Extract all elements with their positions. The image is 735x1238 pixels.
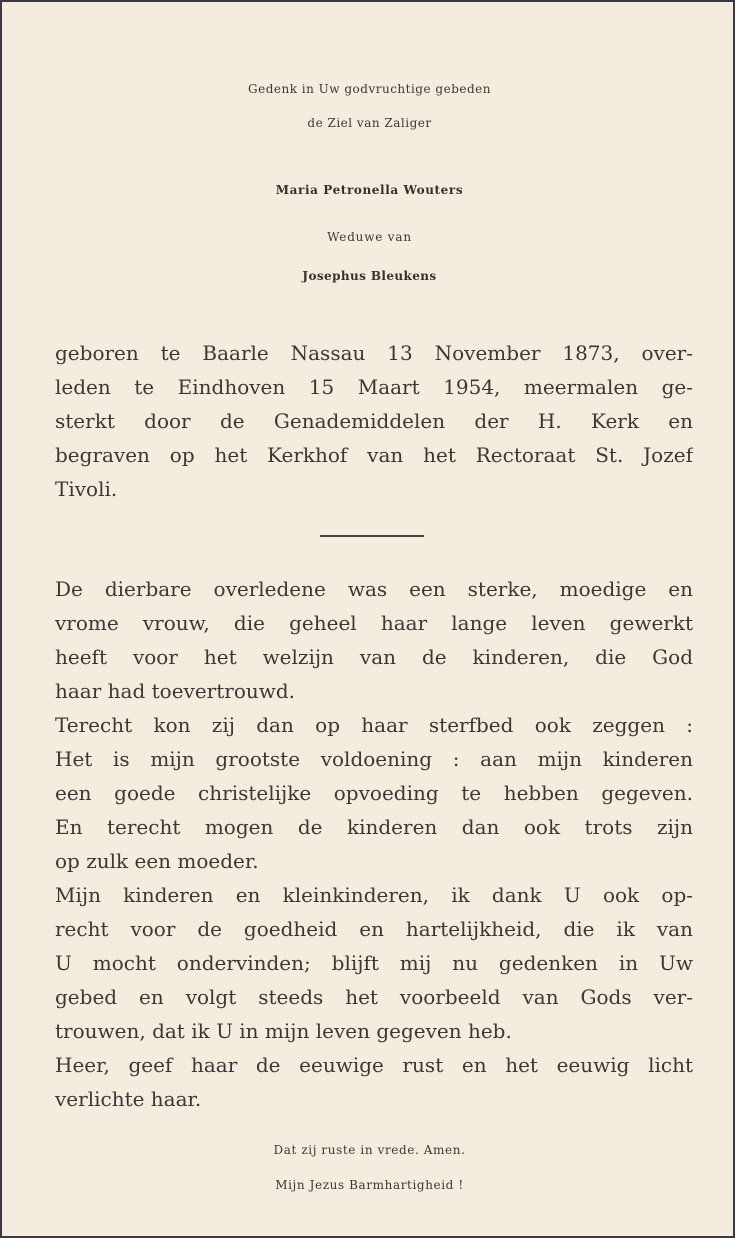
divider-rule [320, 535, 424, 537]
biography-paragraph [55, 336, 693, 506]
closing-line-2: Mijn Jezus Barmhartigheid ! [275, 1178, 464, 1192]
tribute-line: Terecht kon zij dan op haar sterfbed ook zeggen : [55, 713, 693, 737]
closing-line-1: Dat zij ruste in vrede. Amen. [273, 1143, 466, 1157]
tribute-line: Het is mijn grootste voldoening : aan mijn kinderen [55, 747, 693, 771]
tribute-line: De dierbare overledene was een sterke, moedige en [55, 577, 693, 601]
intro-line-2: de Ziel van Zaliger [307, 116, 432, 130]
spouse-name: Josephus Bleukens [302, 269, 437, 283]
tribute-line: trouwen, dat ik U in mijn leven gegeven heb. [55, 1019, 512, 1043]
tribute-line: een goede christelijke opvoeding te hebben gegeven. [55, 781, 693, 805]
tribute-line: haar had toevertrouwd. [55, 679, 296, 703]
tribute-line: op zulk een moeder. [55, 849, 259, 873]
tribute-line: En terecht mogen de kinderen dan ook trots zijn [55, 815, 693, 839]
tribute-line: verlichte haar. [55, 1087, 202, 1111]
tribute-paragraph [55, 572, 693, 1116]
tribute-line: vrome vrouw, die geheel haar lange leven gewerkt [55, 611, 693, 635]
biography-line: Tivoli. [55, 477, 118, 501]
tribute-line: gebed en volgt steeds het voorbeeld van Gods ver- [55, 985, 693, 1009]
tribute-line: recht voor de goedheid en hartelijkheid, die ik van [55, 917, 693, 941]
tribute-line: heeft voor het welzijn van de kinderen, die God [55, 645, 693, 669]
tribute-line: Heer, geef haar de eeuwige rust en het eeuwig licht [55, 1053, 693, 1077]
deceased-name: Maria Petronella Wouters [275, 183, 464, 197]
widow-of-label: Weduwe van [327, 230, 412, 244]
biography-line: sterkt door de Genademiddelen der H. Kerk en [55, 409, 693, 433]
tribute-line: U mocht ondervinden; blijft mij nu gedenken in Uw [55, 951, 693, 975]
tribute-line: Mijn kinderen en kleinkinderen, ik dank U ook op- [55, 883, 693, 907]
biography-line: begraven op het Kerkhof van het Rectoraat St. Jozef [55, 443, 693, 467]
biography-line: geboren te Baarle Nassau 13 November 1873, over- [55, 341, 693, 365]
biography-line: leden te Eindhoven 15 Maart 1954, meermalen ge- [55, 375, 693, 399]
intro-line-1: Gedenk in Uw godvruchtige gebeden [248, 82, 491, 96]
